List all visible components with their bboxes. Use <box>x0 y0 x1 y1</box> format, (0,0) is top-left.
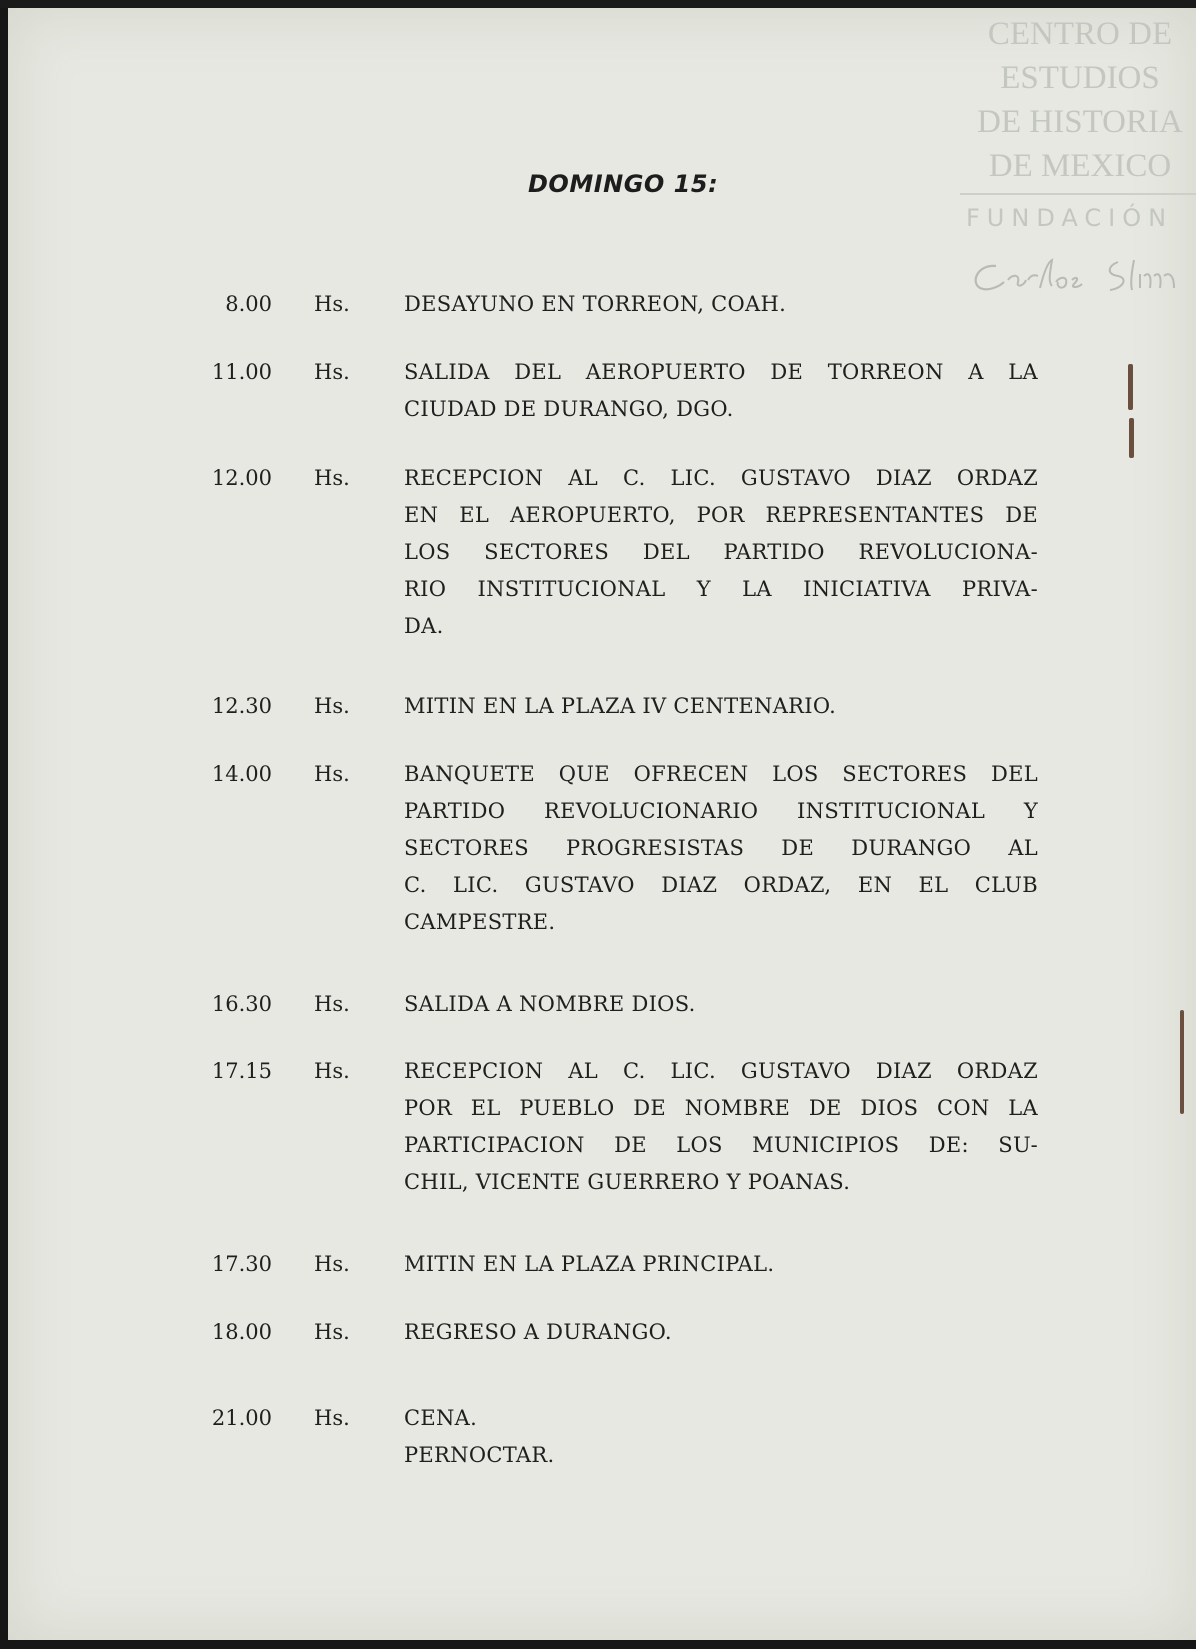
entry-time: 12.00 <box>211 466 272 490</box>
description-line: BANQUETE QUE OFRECEN LOS SECTORES DEL <box>404 762 1038 786</box>
description-line: MITIN EN LA PLAZA IV CENTENARIO. <box>404 694 837 718</box>
description-line: LOS SECTORES DEL PARTIDO REVOLUCIONA- <box>404 540 1038 564</box>
entry-unit: Hs. <box>314 1406 350 1430</box>
entry-unit: Hs. <box>314 1320 350 1344</box>
entry-time: 14.00 <box>211 762 272 786</box>
description-line: RECEPCION AL C. LIC. GUSTAVO DIAZ ORDAZ <box>404 466 1038 490</box>
description-line: PERNOCTAR. <box>404 1443 555 1467</box>
binding-staple <box>1128 364 1133 410</box>
archive-watermark <box>960 12 1196 188</box>
entry-description <box>404 1314 1038 1351</box>
scan-border <box>0 0 1196 8</box>
entry-description <box>404 756 1038 941</box>
entry-unit: Hs. <box>314 292 350 316</box>
entry-time: 18.00 <box>211 1320 272 1344</box>
description-line: PARTICIPACION DE LOS MUNICIPIOS DE: SU- <box>404 1133 1038 1157</box>
watermark-fundacion: FUNDACIÓN <box>966 204 1174 232</box>
entry-time: 17.30 <box>211 1252 272 1276</box>
binding-staple <box>1180 1010 1184 1114</box>
entry-description <box>404 354 1038 428</box>
entry-time: 11.00 <box>211 360 272 384</box>
description-line: SALIDA DEL AEROPUERTO DE TORREON A LA <box>404 360 1038 384</box>
entry-time: 12.30 <box>211 694 272 718</box>
description-line: DESAYUNO EN TORREON, COAH. <box>404 292 787 316</box>
description-line: CAMPESTRE. <box>404 910 556 934</box>
entry-unit: Hs. <box>314 360 350 384</box>
entry-description <box>404 1400 1038 1474</box>
description-line: SECTORES PROGRESISTAS DE DURANGO AL <box>404 836 1038 860</box>
entry-description <box>404 1053 1038 1201</box>
description-line: DA. <box>404 614 444 638</box>
description-line: PARTIDO REVOLUCIONARIO INSTITUCIONAL Y <box>404 799 1038 823</box>
watermark-divider <box>960 193 1196 195</box>
watermark-line: DE MEXICO <box>988 148 1172 184</box>
description-line: EN EL AEROPUERTO, POR REPRESENTANTES DE <box>404 503 1038 527</box>
description-line: CHIL, VICENTE GUERRERO Y POANAS. <box>404 1170 851 1194</box>
description-line: C. LIC. GUSTAVO DIAZ ORDAZ, EN EL CLUB <box>404 873 1038 897</box>
entry-unit: Hs. <box>314 1252 350 1276</box>
description-line: SALIDA A NOMBRE DIOS. <box>404 992 696 1016</box>
description-line: MITIN EN LA PLAZA PRINCIPAL. <box>404 1252 775 1276</box>
description-line: POR EL PUEBLO DE NOMBRE DE DIOS CON LA <box>404 1096 1038 1120</box>
entry-unit: Hs. <box>314 992 350 1016</box>
entry-unit: Hs. <box>314 762 350 786</box>
signature-logo-icon <box>968 252 1188 302</box>
description-line: RECEPCION AL C. LIC. GUSTAVO DIAZ ORDAZ <box>404 1059 1038 1083</box>
entry-description <box>404 460 1038 645</box>
description-line: CENA. <box>404 1406 478 1430</box>
entry-time: 17.15 <box>211 1059 272 1083</box>
day-heading: DOMINGO 15: <box>528 170 719 198</box>
entry-description <box>404 1246 1038 1283</box>
watermark-line: CENTRO DE <box>987 16 1173 52</box>
description-line: REGRESO A DURANGO. <box>404 1320 672 1344</box>
entry-description <box>404 986 1038 1023</box>
binding-staple <box>1129 418 1134 458</box>
watermark-line: DE HISTORIA <box>977 104 1183 140</box>
entry-unit: Hs. <box>314 466 350 490</box>
entry-description <box>404 286 1038 323</box>
entry-time: 16.30 <box>211 992 272 1016</box>
entry-unit: Hs. <box>314 694 350 718</box>
entry-time: 8.00 <box>225 292 272 316</box>
description-line: RIO INSTITUCIONAL Y LA INICIATIVA PRIVA- <box>404 577 1038 601</box>
description-line: CIUDAD DE DURANGO, DGO. <box>404 397 734 421</box>
entry-unit: Hs. <box>314 1059 350 1083</box>
entry-time: 21.00 <box>211 1406 272 1430</box>
watermark-line: ESTUDIOS <box>1000 60 1160 96</box>
entry-description <box>404 688 1038 725</box>
document-page <box>8 8 1196 1640</box>
